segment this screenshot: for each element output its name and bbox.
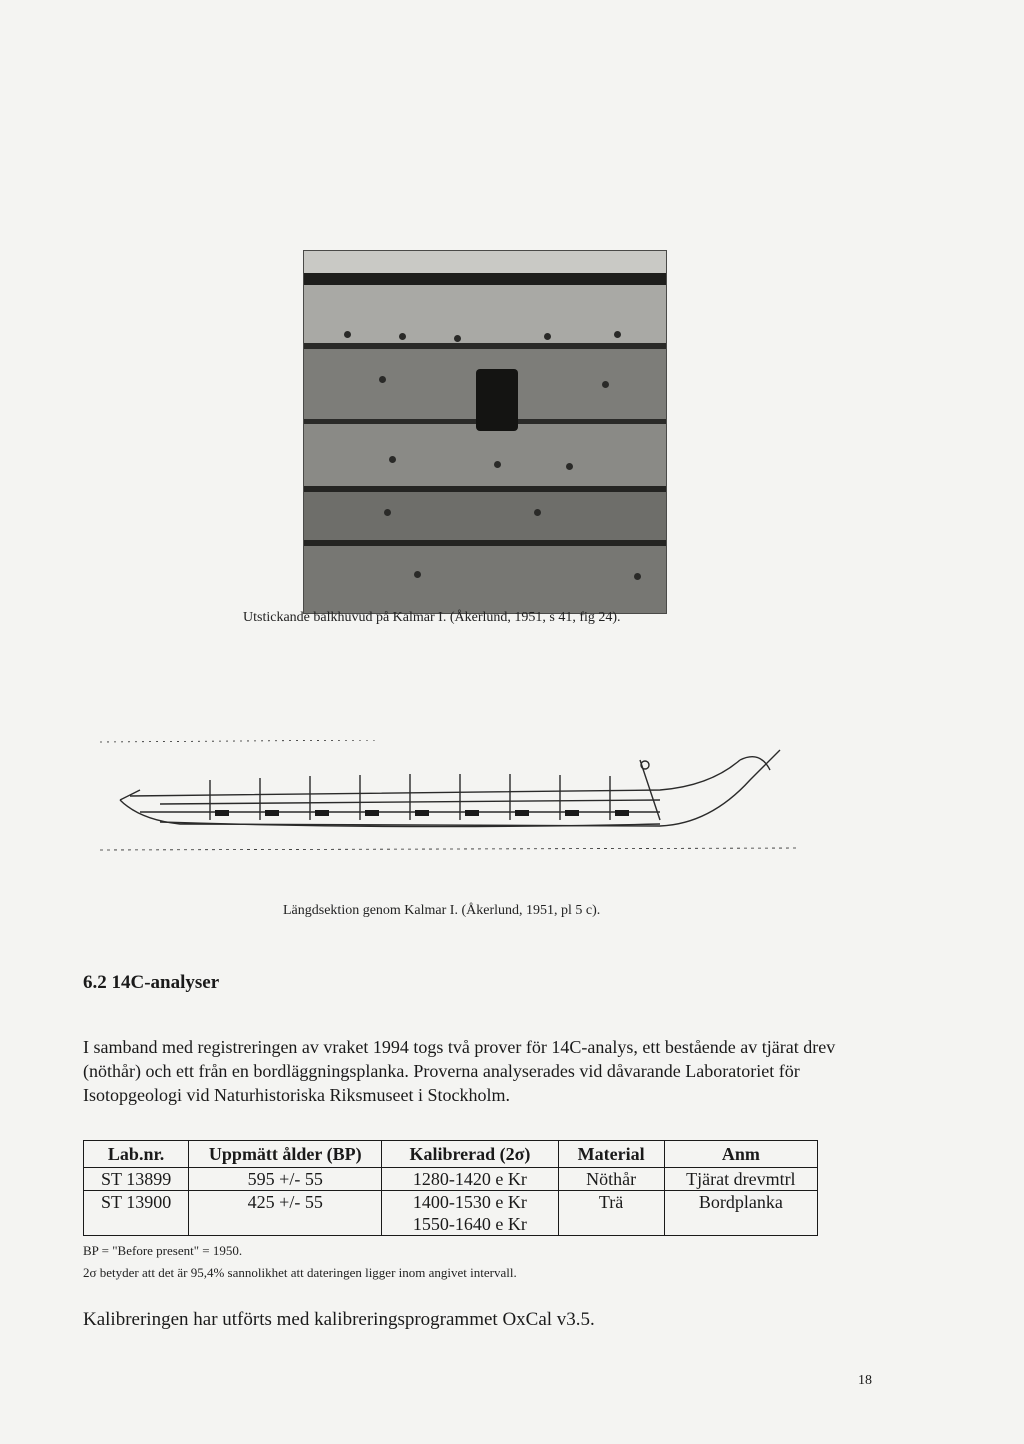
table-row — [84, 1168, 818, 1191]
hull-photograph — [303, 250, 667, 614]
cell-age: 425 +/- 55 — [189, 1191, 382, 1236]
cell-lab: ST 13900 — [84, 1191, 189, 1236]
sigma-note: 2σ betyder att det är 95,4% sannolikhet att dateringen ligger inom angivet intervall. — [83, 1265, 517, 1280]
header-calibrated: Kalibrerad (2σ) — [382, 1141, 558, 1168]
header-lab-nr: Lab.nr. — [84, 1141, 189, 1168]
cell-lab: ST 13899 — [84, 1168, 189, 1191]
drawing-caption: Längdsektion genom Kalmar I. (Åkerlund, 1951, pl 5 c). — [283, 903, 601, 918]
beam-end-hole — [476, 369, 518, 431]
header-anm: Anm — [664, 1141, 817, 1168]
cell-calibrated-2: 1550-1640 e Kr — [382, 1213, 558, 1236]
cell-material: Trä — [558, 1191, 664, 1236]
longitudinal-section-drawing — [100, 740, 820, 870]
header-measured-age: Uppmätt ålder (BP) — [189, 1141, 382, 1168]
cell-age: 595 +/- 55 — [189, 1168, 382, 1191]
table-row — [84, 1191, 818, 1214]
cell-anm: Bordplanka — [664, 1191, 817, 1236]
section-paragraph: I samband med registreringen av vraket 1994 togs två prover för 14C-analys, ett bestående av tjärat drev (nöthår) och ett från en bordläggningsplanka. Proverna analyserades vid dåvarande Laboratoriet för Isotopgeologi vid Naturhistoriska Riksmuseet i Stockholm. — [83, 1037, 836, 1105]
c14-results-table — [83, 1140, 818, 1236]
cell-calibrated: 1280-1420 e Kr — [382, 1168, 558, 1191]
section-heading: 6.2 14C-analyser — [83, 972, 220, 993]
cell-calibrated: 1400-1530 e Kr — [382, 1191, 558, 1214]
closing-sentence: Kalibreringen har utförts med kalibreringsprogrammet OxCal v3.5. — [83, 1309, 595, 1330]
page-number: 18 — [858, 1373, 872, 1388]
bp-note: BP = "Before present" = 1950. — [83, 1243, 243, 1258]
photo-caption: Utstickande balkhuvud på Kalmar I. (Åkerlund, 1951, s 41, fig 24). — [243, 610, 621, 625]
table-header-row — [84, 1141, 818, 1168]
header-material: Material — [558, 1141, 664, 1168]
cell-material: Nöthår — [558, 1168, 664, 1191]
cell-anm: Tjärat drevmtrl — [664, 1168, 817, 1191]
